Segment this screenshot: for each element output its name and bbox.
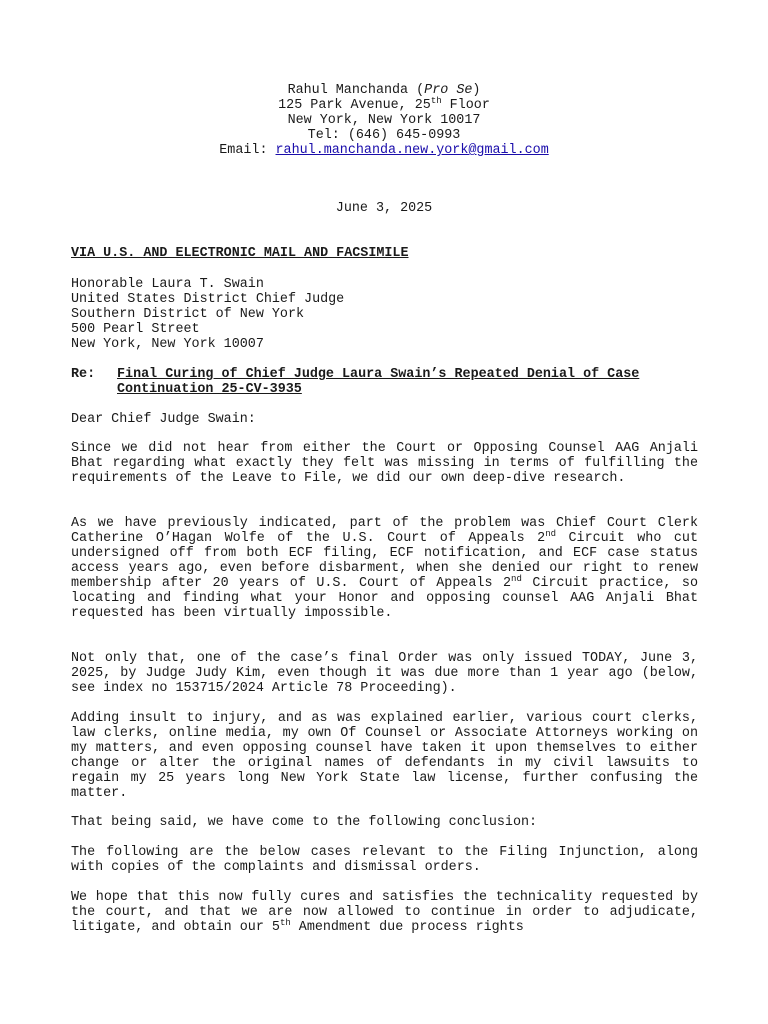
re-label: Re: <box>71 367 96 382</box>
paragraph-2: As we have previously indicated, part of the problem was Chief Court Clerk Catherine O’Hagan Wolfe of the U.S. Court of Appeals 2nd Circuit who cut undersigned off from both ECF filing, ECF notification, and ECF case status access years ago, even before disbarment, when she denied our right to renew membership after 20 years of U.S. Court of Appeals 2nd Circuit practice, so locating and finding what your Honor and opposing counsel AAG Anjali Bhat requested has been virtually impossible. <box>71 516 699 621</box>
recipient-street: 500 Pearl Street <box>71 322 200 337</box>
salutation: Dear Chief Judge Swain: <box>71 412 256 427</box>
recipient-name: Honorable Laura T. Swain <box>71 277 264 292</box>
paragraph-1: Since we did not hear from either the Court or Opposing Counsel AAG Anjali Bhat regarding what exactly they felt was missing in terms of fulfilling the requirements of the Leave to File, we did our own deep-dive research. <box>71 441 698 486</box>
sender-address-line1: 125 Park Avenue, 25th Floor <box>278 96 490 113</box>
paragraph-6: The following are the below cases relevant to the Filing Injunction, along with copies of the complaints and dismissal orders. <box>71 845 698 875</box>
recipient-address <box>71 277 698 352</box>
paragraph-3: Not only that, one of the case’s final Order was only issued TODAY, June 3, 2025, by Judge Judy Kim, even though it was due more than 1 year ago (below, see index no 153715/2024 Article 78 Proceeding). <box>71 651 698 696</box>
sender-tel: Tel: (646) 645-0993 <box>307 128 461 143</box>
letter-date: June 3, 2025 <box>335 201 433 216</box>
re-subject: Final Curing of Chief Judge Laura Swain’s Repeated Denial of Case Continuation 25-CV-3935 <box>117 367 640 397</box>
email-link[interactable]: rahul.manchanda.new.york@gmail.com <box>275 143 549 158</box>
paragraph-7: We hope that this now fully cures and satisfies the technicality requested by the court, and that we are now allowed to continue in order to adjudicate, litigate, and obtain our 5th Amendment due process rights <box>71 890 698 935</box>
recipient-title: United States District Chief Judge <box>71 292 345 307</box>
paragraph-5: That being said, we have come to the following conclusion: <box>71 815 538 830</box>
sender-email-line: Email: rahul.manchanda.new.york@gmail.com <box>219 143 549 158</box>
sender-name: Rahul Manchanda (Pro Se) <box>287 83 481 98</box>
paragraph-4: Adding insult to injury, and as was explained earlier, various court clerks, law clerks, online media, my own Of Counsel or Associate Attorneys working on my matters, and even opposing counsel have taken it upon themselves to either change or alter the original names of defendants in my civil lawsuits to regain my 25 years long New York State law license, further confusing the matter. <box>71 711 698 801</box>
delivery-method: VIA U.S. AND ELECTRONIC MAIL AND FACSIMILE <box>71 246 409 261</box>
sender-address-line2: New York, New York 10017 <box>287 113 481 128</box>
letterhead <box>0 83 768 158</box>
recipient-court: Southern District of New York <box>71 307 305 322</box>
recipient-city: New York, New York 10007 <box>71 337 264 352</box>
